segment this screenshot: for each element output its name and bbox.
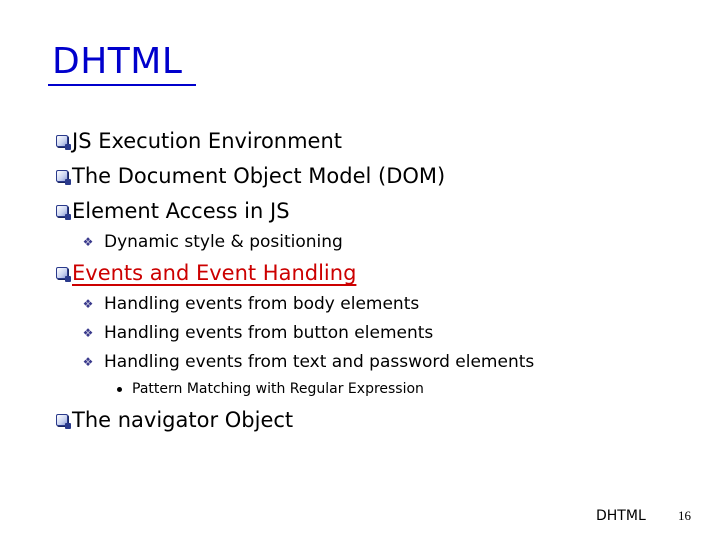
bullet-text: Element Access in JS (72, 199, 290, 223)
sub-bullet-text: Handling events from text and password elements (104, 352, 535, 372)
page-number: 16 (678, 508, 691, 523)
bullet-text: JS Execution Environment (72, 129, 343, 153)
diamond-bullet-icon: ❖ (82, 355, 94, 369)
dot-bullet-icon (117, 387, 122, 392)
title-underline (48, 84, 196, 86)
square-bullet-icon (56, 205, 68, 217)
current-topic-link[interactable]: Events and Event Handling (72, 261, 357, 285)
diamond-bullet-icon: ❖ (82, 326, 94, 340)
diamond-bullet-icon: ❖ (82, 235, 94, 249)
sub-bullet-text: Handling events from body elements (104, 294, 420, 314)
bullet-text: The navigator Object (72, 408, 294, 432)
square-bullet-icon (56, 135, 68, 147)
square-bullet-icon (56, 267, 68, 279)
bullet-text: The Document Object Model (DOM) (72, 164, 446, 188)
slide-title: DHTML (52, 41, 183, 82)
diamond-bullet-icon: ❖ (82, 297, 94, 311)
sub-sub-bullet-text: Pattern Matching with Regular Expression (132, 381, 424, 397)
square-bullet-icon (56, 414, 68, 426)
sub-bullet-text: Handling events from button elements (104, 323, 434, 343)
square-bullet-icon (56, 170, 68, 182)
sub-bullet-text: Dynamic style & positioning (104, 232, 343, 252)
footer-label: DHTML (596, 508, 646, 524)
